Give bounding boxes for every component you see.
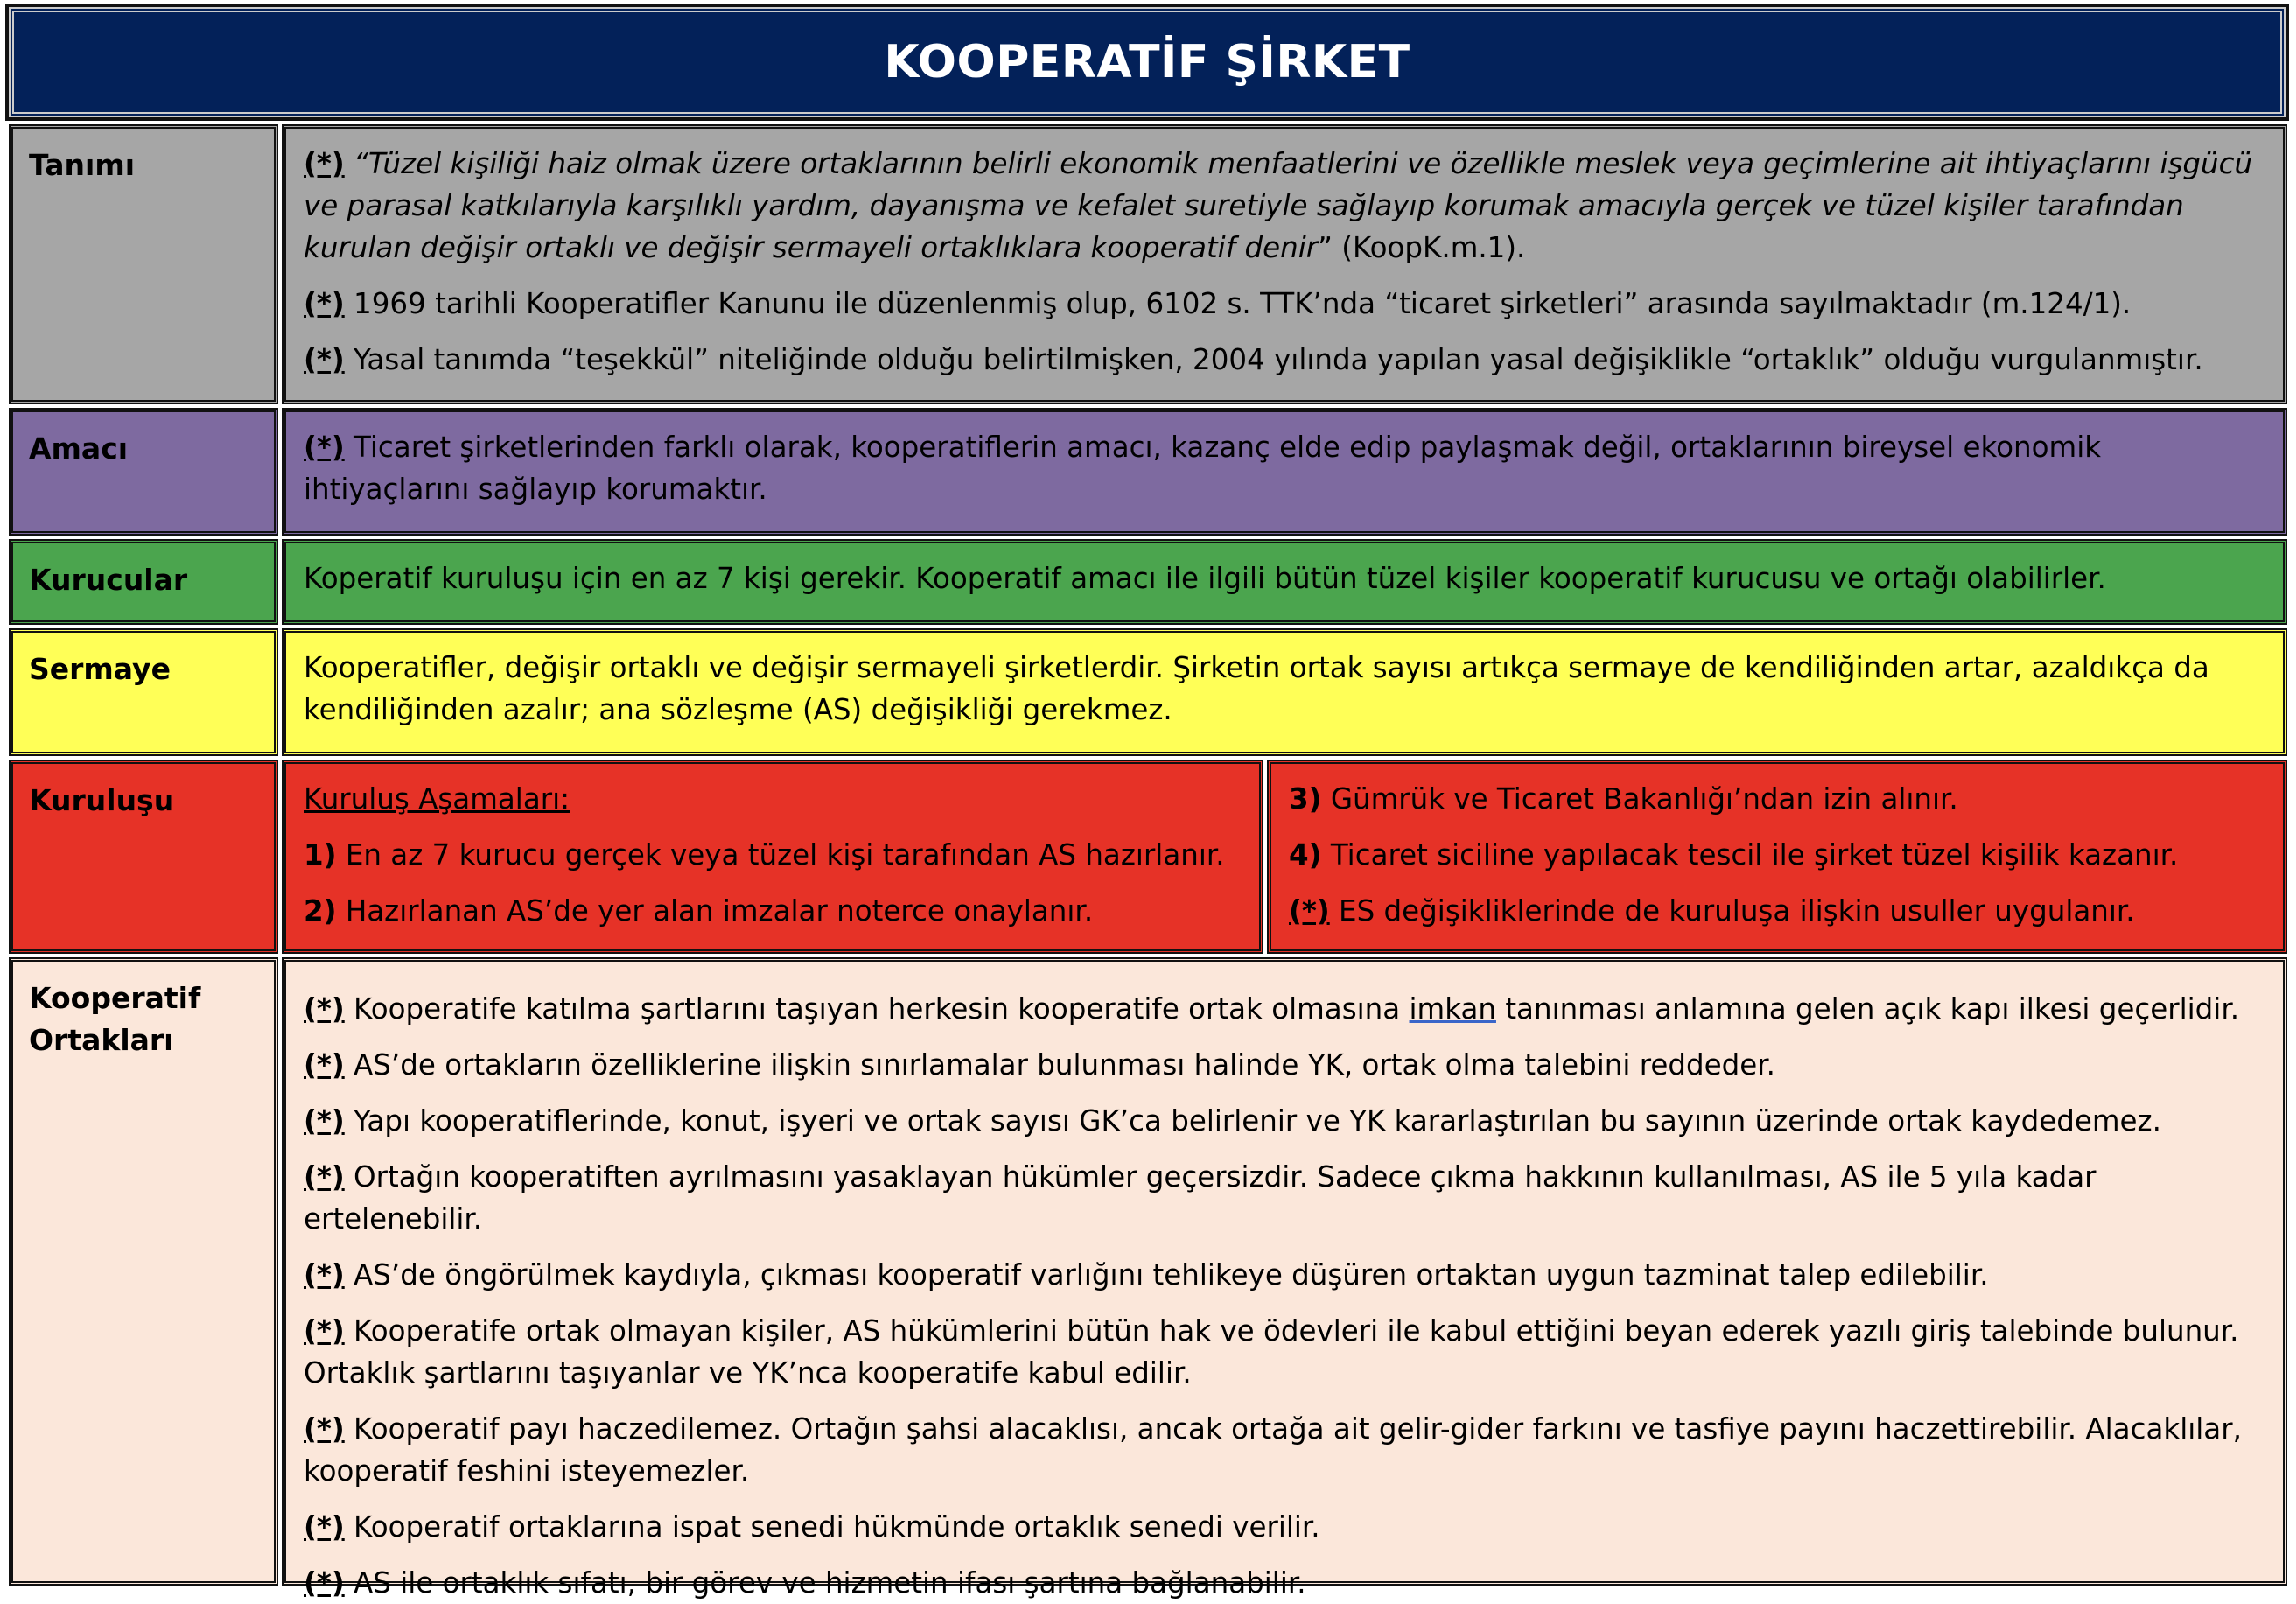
row-label-kurulusu: Kuruluşu (9, 760, 278, 954)
kurulus-step: 4) Ticaret siciline yapılacak tescil ile şirket tüzel kişilik kazanır. (1289, 838, 2179, 872)
definition-source: ” (KoopK.m.1). (1318, 231, 1526, 264)
tanimi-paragraph: (*) Yasal tanımda “teşekkül” niteliğinde olduğu belirtilmişken, 2004 yılında yapılan yasal değişiklikle “ortaklık” olduğu vurgulanmıştır. (304, 343, 2203, 376)
marker: (*) (304, 1048, 345, 1082)
row-content-ortaklar (282, 957, 2287, 1600)
page-title (9, 7, 2286, 117)
ortaklar-item: (*) AS’de öngörülmek kaydıyla, çıkması kooperatif varlığını tehlikeye düşüren ortaktan uygun tazminat talep edilebilir. (304, 1258, 1989, 1292)
marker: (*) (304, 431, 345, 464)
ortaklar-item: (*) Yapı kooperatiflerinde, konut, işyeri ve ortak sayısı GK’ca belirlenir ve YK kararlaştırılan bu sayının üzerinde ortak kaydedemez. (304, 1104, 2161, 1138)
title-text: KOOPERATİF ŞİRKET (884, 36, 1410, 88)
tanimi-definition (304, 143, 2265, 269)
row-label-kurucular: Kurucular (9, 539, 278, 625)
row-content-amaci (282, 408, 2287, 536)
row-label-sermaye: Sermaye (9, 628, 278, 756)
marker: (*) (304, 1314, 345, 1348)
ortaklar-item: (*) AS’de ortakların özelliklerine ilişkin sınırlamalar bulunması halinde YK, ortak olma talebini reddeder. (304, 1048, 1775, 1082)
ortaklar-item: (*) AS ile ortaklık sıfatı, bir görev ve hizmetin ifası şartına bağlanabilir. (304, 1566, 1306, 1600)
kurulus-note: (*) ES değişikliklerinde de kuruluşa ilişkin usuller uygulanır. (1289, 894, 2135, 928)
marker: (*) (304, 1160, 345, 1194)
marker: (*) (304, 343, 345, 376)
ortaklar-item: (*) Kooperatife ortak olmayan kişiler, AS hükümlerini bütün hak ve ödevleri ile kabul ettiğini beyan ederek yazılı giriş talebinde bulunur. Ortaklık şartlarını taşıyanlar ve YK’nca kooperatife kabul edilir. (304, 1314, 2239, 1390)
row-content-kurucular (282, 539, 2287, 625)
marker: (*) (1289, 894, 1330, 928)
marker: (*) (304, 1104, 345, 1138)
kurulus-step: 1) En az 7 kurucu gerçek veya tüzel kişi tarafından AS hazırlanır. (304, 838, 1225, 872)
marker: (*) (304, 287, 345, 320)
definition-quote: “Tüzel kişiliği haiz olmak üzere ortaklarının belirli ekonomik menfaatlerini ve özellikle meslek veya geçimlerine ait ihtiyaçlarını işgücü ve parasal katkılarıyla karşılıklı yardım, dayanışma ve kefalet suretiyle sağlayıp korumak amacıyla gerçek ve tüzel kişiler tarafından kurulan değişir ortaklı ve değişir sermayeli ortaklıklara kooperatif denir (304, 147, 2253, 264)
kurulus-step: 3) Gümrük ve Ticaret Bakanlığı’ndan izin alınır. (1289, 782, 1958, 816)
row-label-tanimi: Tanımı (9, 124, 278, 404)
marker: (*) (304, 1412, 345, 1446)
kurucular-text: Koperatif kuruluşu için en az 7 kişi gerekir. Kooperatif amacı ile ilgili bütün tüzel kişiler kooperatif kurucusu ve ortağı olabilirler. (304, 562, 2106, 595)
marker: (*) (304, 992, 345, 1026)
marker: (*) (304, 1510, 345, 1544)
amaci-paragraph: (*) Ticaret şirketlerinden farklı olarak, kooperatiflerin amacı, kazanç elde edip paylaşmak değil, ortaklarının bireysel ekonomik ihtiyaçlarını sağlayıp korumaktır. (304, 431, 2102, 506)
kurulus-step: 2) Hazırlanan AS’de yer alan imzalar noterce onaylanır. (304, 894, 1094, 928)
tanimi-paragraph: (*) 1969 tarihli Kooperatifler Kanunu ile düzenlenmiş olup, 6102 s. TTK’nda “ticaret şirketleri” arasında sayılmaktadır (m.124/1). (304, 287, 2132, 320)
marker: (*) (304, 147, 345, 180)
row-content-sermaye (282, 628, 2287, 756)
marker: (*) (304, 1566, 345, 1600)
row-content-tanimi (282, 124, 2287, 404)
ortaklar-item: (*) Kooperatif payı haczedilemez. Ortağın şahsi alacaklısı, ancak ortağa ait gelir-gider farkını ve tasfiye payını haczettirebilir. Alacaklılar, kooperatif feshini isteyemezler. (304, 1412, 2242, 1488)
row-label-ortaklar: Kooperatif Ortakları (9, 957, 278, 1586)
sermaye-text: Kooperatifler, değişir ortaklı ve değişir sermayeli şirketlerdir. Şirketin ortak sayısı artıkça sermaye de kendiliğinden artar, azaldıkça da kendiliğinden azalır; ana sözleşme (AS) değişikliği gerekmez. (304, 651, 2209, 726)
row-content-kurulusu-left (282, 760, 1264, 954)
marker: (*) (304, 1258, 345, 1292)
kurulus-heading: Kuruluş Aşamaları: (304, 782, 570, 816)
ortaklar-item: (*) Ortağın kooperatiften ayrılmasını yasaklayan hükümler geçersizdir. Sadece çıkma hakkının kullanılması, AS ile 5 yıla kadar ertelenebilir. (304, 1160, 2096, 1236)
row-label-amaci: Amacı (9, 408, 278, 536)
row-content-kurulusu-right (1267, 760, 2287, 954)
ortaklar-item: (*) Kooperatif ortaklarına ispat senedi hükmünde ortaklık senedi verilir. (304, 1510, 1320, 1544)
ortaklar-item: (*) Kooperatife katılma şartlarını taşıyan herkesin kooperatife ortak olmasına imkan tanınması anlamına gelen açık kapı ilkesi geçerlidir. (304, 992, 2240, 1026)
